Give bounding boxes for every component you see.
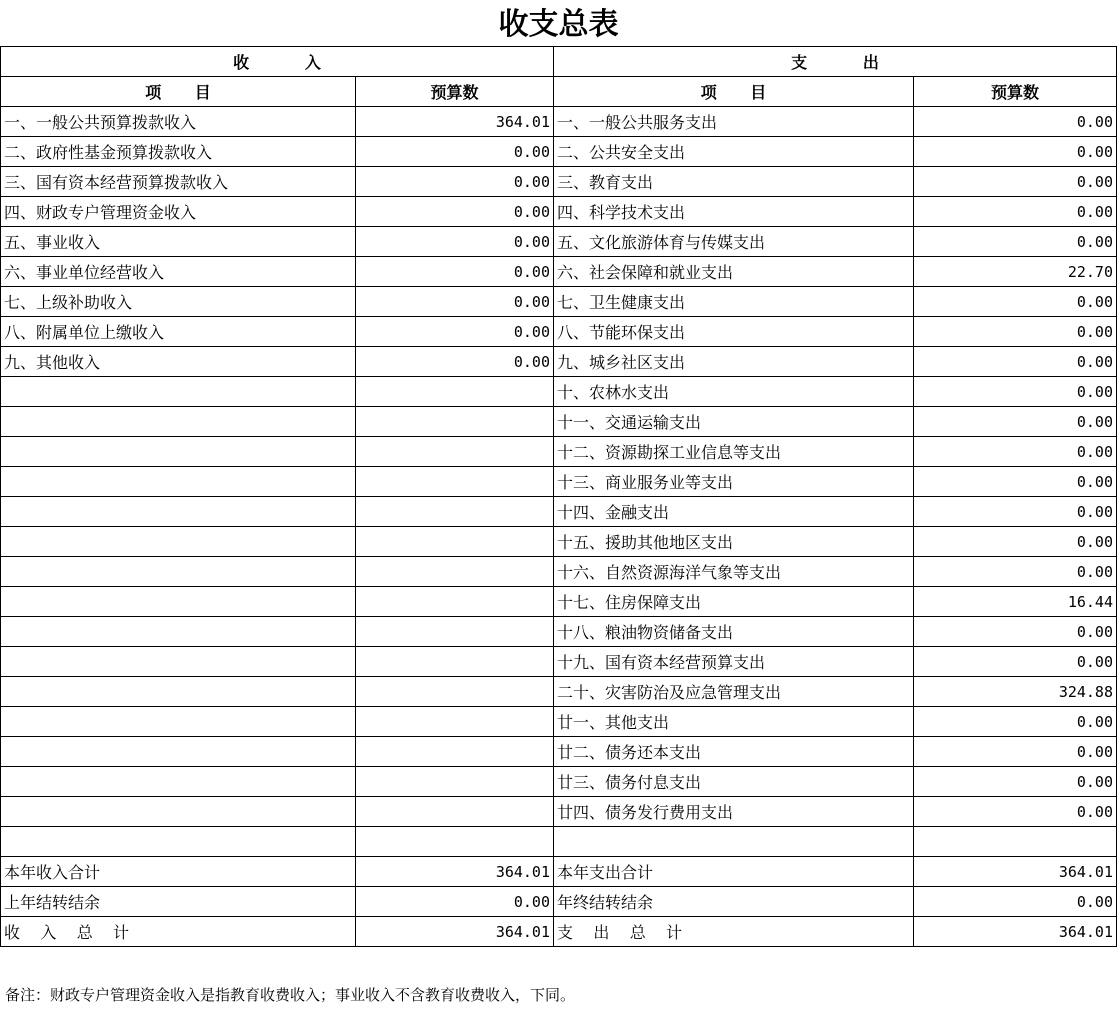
expense-total-value: 0.00 <box>914 887 1117 917</box>
table-row <box>1 587 1117 617</box>
expense-item-cell: 一、一般公共服务支出 <box>554 107 914 137</box>
table-row <box>1 797 1117 827</box>
income-value-cell <box>356 377 554 407</box>
table-row <box>1 107 1117 137</box>
income-item-cell <box>1 557 356 587</box>
expense-item-cell: 十四、金融支出 <box>554 497 914 527</box>
expense-value-cell: 0.00 <box>914 287 1117 317</box>
expense-value-cell: 0.00 <box>914 137 1117 167</box>
table-row <box>1 827 1117 857</box>
income-value-cell: 0.00 <box>356 227 554 257</box>
table-row <box>1 257 1117 287</box>
income-item-cell <box>1 647 356 677</box>
table-row <box>1 647 1117 677</box>
expense-value-cell: 16.44 <box>914 587 1117 617</box>
expense-value-cell: 0.00 <box>914 557 1117 587</box>
expense-item-cell: 三、教育支出 <box>554 167 914 197</box>
income-budget-header: 预算数 <box>356 77 554 107</box>
expense-item-cell: 二、公共安全支出 <box>554 137 914 167</box>
income-item-cell: 一、一般公共预算拨款收入 <box>1 107 356 137</box>
table-row <box>1 767 1117 797</box>
table-row <box>1 617 1117 647</box>
expense-value-cell: 0.00 <box>914 527 1117 557</box>
income-value-cell <box>356 827 554 857</box>
expense-total-label: 年终结转结余 <box>554 887 914 917</box>
income-total-label: 收 入 总 计 <box>1 917 356 947</box>
totals-row <box>1 917 1117 947</box>
income-section-header: 收 入 <box>1 47 554 77</box>
table-row <box>1 707 1117 737</box>
expense-value-cell: 0.00 <box>914 467 1117 497</box>
income-value-cell: 0.00 <box>356 317 554 347</box>
totals-row <box>1 887 1117 917</box>
expense-item-cell: 十六、自然资源海洋气象等支出 <box>554 557 914 587</box>
expense-item-cell: 六、社会保障和就业支出 <box>554 257 914 287</box>
income-item-header: 项 目 <box>1 77 356 107</box>
expense-value-cell <box>914 827 1117 857</box>
expense-item-cell: 五、文化旅游体育与传媒支出 <box>554 227 914 257</box>
page-title: 收支总表 <box>498 7 619 42</box>
income-item-cell: 九、其他收入 <box>1 347 356 377</box>
expense-value-cell: 0.00 <box>914 407 1117 437</box>
expense-item-cell: 七、卫生健康支出 <box>554 287 914 317</box>
income-total-value: 0.00 <box>356 887 554 917</box>
income-item-cell: 七、上级补助收入 <box>1 287 356 317</box>
table-row <box>1 527 1117 557</box>
income-item-cell: 六、事业单位经营收入 <box>1 257 356 287</box>
income-item-cell <box>1 377 356 407</box>
expense-item-cell: 十五、援助其他地区支出 <box>554 527 914 557</box>
expense-item-cell: 九、城乡社区支出 <box>554 347 914 377</box>
expense-item-cell: 二十、灾害防治及应急管理支出 <box>554 677 914 707</box>
income-item-cell <box>1 497 356 527</box>
expense-value-cell: 0.00 <box>914 767 1117 797</box>
income-value-cell <box>356 467 554 497</box>
income-value-cell: 364.01 <box>356 107 554 137</box>
income-value-cell <box>356 527 554 557</box>
table-row <box>1 497 1117 527</box>
expense-value-cell: 0.00 <box>914 737 1117 767</box>
income-value-cell <box>356 767 554 797</box>
expense-item-cell: 十二、资源勘探工业信息等支出 <box>554 437 914 467</box>
table-row <box>1 407 1117 437</box>
income-total-label: 本年收入合计 <box>1 857 356 887</box>
totals-row <box>1 857 1117 887</box>
table-row <box>1 317 1117 347</box>
table-row <box>1 227 1117 257</box>
table-row <box>1 377 1117 407</box>
income-item-cell <box>1 407 356 437</box>
expense-value-cell: 0.00 <box>914 707 1117 737</box>
expense-value-cell: 0.00 <box>914 167 1117 197</box>
income-item-cell <box>1 677 356 707</box>
income-value-cell: 0.00 <box>356 287 554 317</box>
income-value-cell <box>356 437 554 467</box>
income-value-cell: 0.00 <box>356 257 554 287</box>
expense-item-cell: 十、农林水支出 <box>554 377 914 407</box>
expense-total-label: 本年支出合计 <box>554 857 914 887</box>
income-value-cell <box>356 797 554 827</box>
expense-item-cell: 廿四、债务发行费用支出 <box>554 797 914 827</box>
expense-item-cell: 十九、国有资本经营预算支出 <box>554 647 914 677</box>
expense-value-cell: 0.00 <box>914 617 1117 647</box>
expense-value-cell: 324.88 <box>914 677 1117 707</box>
income-value-cell <box>356 407 554 437</box>
expense-value-cell: 0.00 <box>914 797 1117 827</box>
expense-value-cell: 0.00 <box>914 227 1117 257</box>
income-item-cell <box>1 587 356 617</box>
income-item-cell <box>1 827 356 857</box>
expense-item-cell: 十一、交通运输支出 <box>554 407 914 437</box>
income-item-cell <box>1 617 356 647</box>
expense-value-cell: 0.00 <box>914 377 1117 407</box>
income-item-cell: 四、财政专户管理资金收入 <box>1 197 356 227</box>
income-item-cell: 三、国有资本经营预算拨款收入 <box>1 167 356 197</box>
expense-section-header: 支 出 <box>554 47 1117 77</box>
expense-item-cell: 廿一、其他支出 <box>554 707 914 737</box>
expense-item-header: 项 目 <box>554 77 914 107</box>
expense-item-cell: 四、科学技术支出 <box>554 197 914 227</box>
income-item-cell: 二、政府性基金预算拨款收入 <box>1 137 356 167</box>
income-value-cell: 0.00 <box>356 167 554 197</box>
expense-value-cell: 0.00 <box>914 647 1117 677</box>
income-value-cell <box>356 497 554 527</box>
table-row <box>1 557 1117 587</box>
table-row <box>1 197 1117 227</box>
expense-value-cell: 0.00 <box>914 497 1117 527</box>
expense-total-value: 364.01 <box>914 917 1117 947</box>
table-row <box>1 287 1117 317</box>
income-value-cell: 0.00 <box>356 197 554 227</box>
expense-value-cell: 0.00 <box>914 437 1117 467</box>
income-item-cell <box>1 467 356 497</box>
income-total-value: 364.01 <box>356 917 554 947</box>
income-value-cell: 0.00 <box>356 137 554 167</box>
expense-item-cell <box>554 827 914 857</box>
expense-item-cell: 十八、粮油物资储备支出 <box>554 617 914 647</box>
income-item-cell <box>1 767 356 797</box>
income-value-cell <box>356 707 554 737</box>
income-value-cell <box>356 617 554 647</box>
income-item-cell: 八、附属单位上缴收入 <box>1 317 356 347</box>
expense-item-cell: 十七、住房保障支出 <box>554 587 914 617</box>
income-item-cell <box>1 797 356 827</box>
expense-total-value: 364.01 <box>914 857 1117 887</box>
income-value-cell <box>356 737 554 767</box>
table-row <box>1 347 1117 377</box>
income-value-cell <box>356 677 554 707</box>
table-row <box>1 737 1117 767</box>
expense-item-cell: 廿二、债务还本支出 <box>554 737 914 767</box>
footnote: 备注：财政专户管理资金收入是指教育收费收入；事业收入不含教育收费收入，下同。 <box>5 986 576 1004</box>
income-item-cell: 五、事业收入 <box>1 227 356 257</box>
expense-value-cell: 0.00 <box>914 317 1117 347</box>
income-item-cell <box>1 437 356 467</box>
income-total-label: 上年结转结余 <box>1 887 356 917</box>
expense-item-cell: 十三、商业服务业等支出 <box>554 467 914 497</box>
income-value-cell <box>356 587 554 617</box>
income-value-cell <box>356 647 554 677</box>
income-value-cell <box>356 557 554 587</box>
expense-value-cell: 0.00 <box>914 107 1117 137</box>
expense-budget-header: 预算数 <box>914 77 1117 107</box>
income-item-cell <box>1 527 356 557</box>
table-row <box>1 467 1117 497</box>
table-row <box>1 167 1117 197</box>
table-row <box>1 137 1117 167</box>
expense-value-cell: 22.70 <box>914 257 1117 287</box>
income-item-cell <box>1 737 356 767</box>
expense-total-label: 支 出 总 计 <box>554 917 914 947</box>
income-item-cell <box>1 707 356 737</box>
table-row <box>1 677 1117 707</box>
income-total-value: 364.01 <box>356 857 554 887</box>
expense-item-cell: 廿三、债务付息支出 <box>554 767 914 797</box>
income-value-cell: 0.00 <box>356 347 554 377</box>
expense-value-cell: 0.00 <box>914 347 1117 377</box>
budget-summary-table <box>0 46 1117 947</box>
expense-item-cell: 八、节能环保支出 <box>554 317 914 347</box>
expense-value-cell: 0.00 <box>914 197 1117 227</box>
table-row <box>1 437 1117 467</box>
